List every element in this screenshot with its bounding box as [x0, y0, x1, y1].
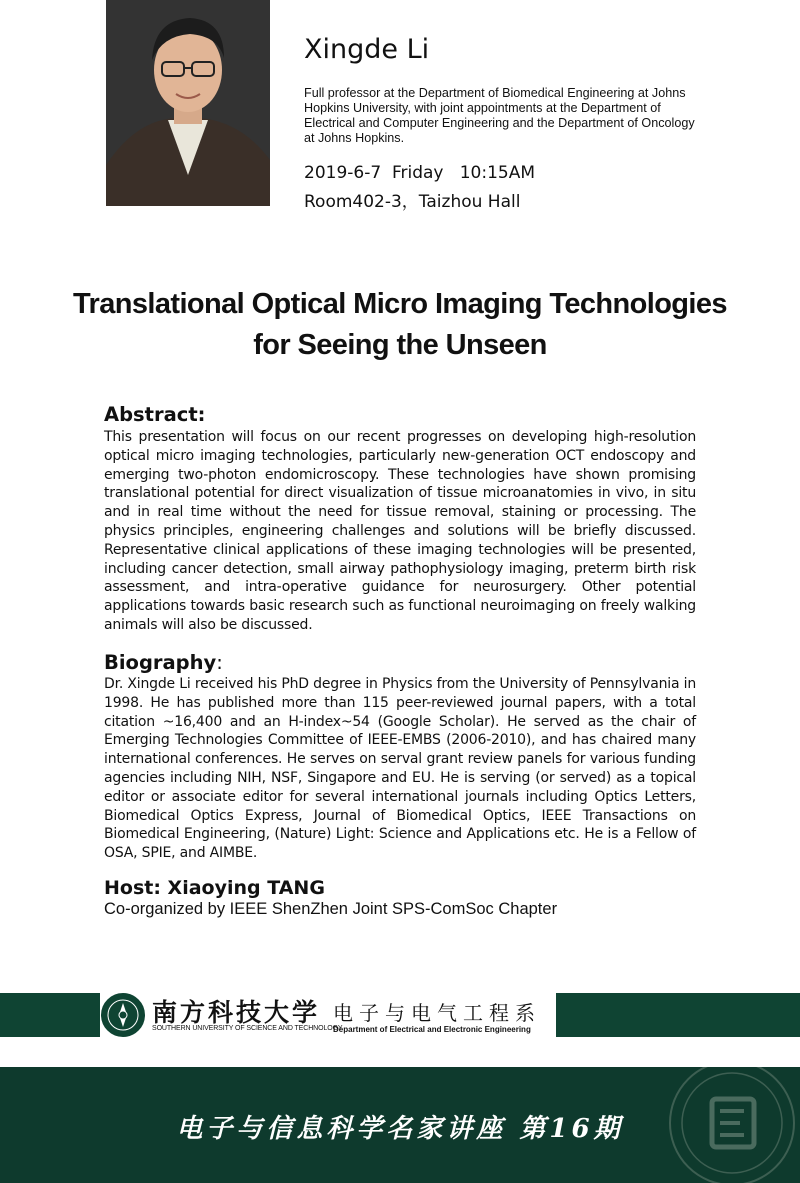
lecture-series-title: 电子与信息科学名家讲座 第16期	[176, 1114, 624, 1144]
department-name-cn: 电子与电气工程系	[333, 1001, 541, 1025]
band-left-bar	[0, 993, 100, 1037]
biography-heading-label: Biography	[104, 651, 217, 674]
coorganizer-line: Co-organized by IEEE ShenZhen Joint SPS-ComSoc Chapter	[104, 900, 558, 918]
abstract-heading: Abstract:	[104, 403, 206, 426]
event-datetime: 2019-6-7 Friday 10:15AM	[304, 163, 535, 183]
footer-banner	[0, 1067, 800, 1183]
department-name-en: Department of Electrical and Electronic Engineering	[333, 1025, 531, 1034]
speaker-affiliation: Full professor at the Department of Biomedical Engineering at Johns Hopkins University, with joint appointments at the Department of Electrical and Computer Engineering and the Department of Oncology at Johns Hopkins.	[304, 86, 695, 145]
talk-title-line-1: Translational Optical Micro Imaging Technologies	[73, 288, 727, 320]
event-venue: Room402-3，Taizhou Hall	[304, 192, 521, 212]
abstract-text: This presentation will focus on our recent progresses on developing high-resolution optical micro imaging technologies, particularly new-generation OCT endoscopy and emerging two-photon endomicroscopy. These technologies have shown promising translational potential for direct visualization of tissue microanatomies in vivo, in situ and in real time without the need for tissue removal, staining or processing. The physics principles, engineering challenges and solutions will be briefly discussed. Representative clinical applications of these imaging technologies will be presented, including cancer detection, small airway pathophysiology imaging, preterm birth risk assessment, and intra-operative guidance for neurosurgery. Other potential applications towards basic research such as functional neuroimaging on freely walking animals will also be discussed.	[104, 429, 696, 633]
speaker-photo	[106, 0, 270, 206]
talk-title	[0, 284, 800, 366]
biography-text: Dr. Xingde Li received his PhD degree in Physics from the University of Pennsylvania in 1998. He has published more than 115 peer-reviewed journal papers, with a total citation ~16,400 and an H-index~54 (Google Scholar). He served as the chair of Emerging Technologies Committee of IEEE-EMBS (2006-2010), and has chaired many international conferences. He serves on serval grant review panels for various funding agencies including NIH, NSF, Singapore and EU. He is serving (or served) as a topical editor or associate editor for several international journals including Optics Letters, Biomedical Optics Express, Journal of Biomedical Optics, IEEE Transactions on Biomedical Engineering, (Nature) Light: Science and Applications etc. He is a Fellow of OSA, SPIE, and AIMBE.	[104, 676, 696, 862]
biography-heading-colon: :	[216, 651, 223, 674]
talk-title-line-2: for Seeing the Unseen	[253, 329, 547, 361]
speaker-name: Xingde Li	[304, 34, 430, 65]
logo-band	[0, 993, 800, 1037]
biography-heading	[104, 651, 223, 674]
host-line: Host: Xiaoying TANG	[104, 877, 325, 899]
university-name-en: SOUTHERN UNIVERSITY OF SCIENCE AND TECHNOLOGY	[152, 1025, 343, 1032]
university-seal-icon	[101, 993, 145, 1037]
band-right-bar	[556, 993, 800, 1037]
university-name-cn: 南方科技大学	[152, 998, 321, 1027]
